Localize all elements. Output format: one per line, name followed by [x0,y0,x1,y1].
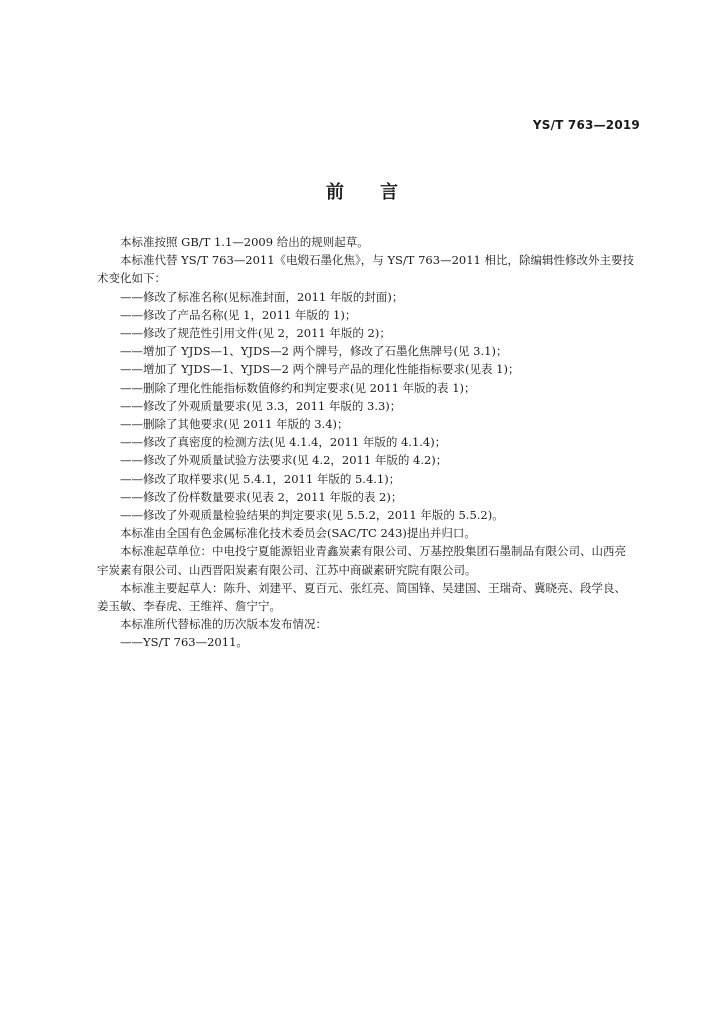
list-item: ——修改了外观质量试验方法要求(见 4.2，2011 年版的 4.2)； [120,453,448,468]
list-item: ——修改了规范性引用文件(见 2，2011 年版的 2)； [120,326,391,341]
list-item: ——增加了 YJDS—1、YJDS—2 两个牌号，修改了石墨化焦牌号(见 3.1)； [120,344,508,359]
title-char-2: 言 [380,182,398,203]
list-item: ——增加了 YJDS—1、YJDS—2 两个牌号产品的理化性能指标要求(见表 1)； [120,362,520,377]
drafting-units-paragraph: 本标准起草单位：中电投宁夏能源铝业青鑫炭素有限公司、万基控股集团石墨制品有限公司、山西亮宇炭素有限公司、山西晋阳炭素有限公司、江苏中商碳素研究院有限公司。 [97,544,626,577]
document-body [97,233,637,652]
list-item: ——修改了外观质量要求(见 3.3，2011 年版的 3.3)； [120,398,402,413]
history-item: ——YS/T 763—2011。 [120,635,248,650]
changes-list [97,288,637,525]
title-char-1: 前 [326,182,344,203]
list-item: ——修改了份样数量要求(见表 2，2011 年版的表 2)； [120,489,403,504]
list-item: ——修改了标准名称(见标准封面，2011 年版的封面)； [120,289,404,304]
standard-code: YS/T 763—2019 [532,118,640,132]
history-heading-paragraph: 本标准所代替标准的历次版本发布情况： [120,617,327,632]
intro-paragraph-1: 本标准按照 GB/T 1.1—2009 给出的规则起草。 [120,235,369,249]
list-item: ——修改了产品名称(见 1，2011 年版的 1)； [120,307,357,322]
drafters-paragraph: 本标准主要起草人：陈升、刘建平、夏百元、张红亮、简国锋、吴建国、王瑞奇、冀晓亮、段学良、姜玉敏、李春虎、王维祥、詹宁宁。 [97,580,626,614]
list-item: ——修改了取样要求(见 5.4.1，2011 年版的 5.4.1)； [120,471,401,486]
list-item: ——删除了其他要求(见 2011 年版的 3.4)； [120,417,349,432]
list-item: ——修改了外观质量检验结果的判定要求(见 5.5.2，2011 年版的 5.5.2)。 [120,508,504,523]
page-title [0,178,724,204]
committee-paragraph: 本标准由全国有色金属标准化技术委员会(SAC/TC 243)提出并归口。 [120,526,476,541]
list-item: ——修改了真密度的检测方法(见 4.1.4，2011 年版的 4.1.4)； [120,435,447,450]
list-item: ——删除了理化性能指标数值修约和判定要求(见 2011 年版的表 1)； [120,380,476,395]
intro-paragraph-2: 本标准代替 YS/T 763—2011《电煅石墨化焦》，与 YS/T 763—2011 相比，除编辑性修改外主要技术变化如下： [97,253,634,286]
